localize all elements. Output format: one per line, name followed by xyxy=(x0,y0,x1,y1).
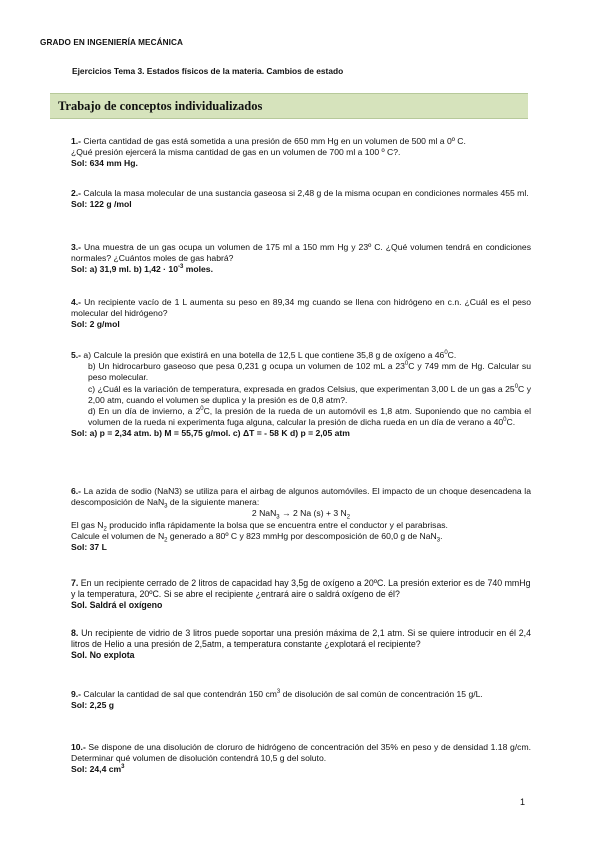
exercise-7 xyxy=(71,578,531,612)
exercise-solution: Sol: 2,25 g xyxy=(71,700,114,711)
exercise-text: Cierta cantidad de gas está sometida a una presión de 650 mm Hg en un volumen de 500 ml a 0º C. xyxy=(81,136,466,146)
exercise-text: Calcula la masa molecular de una sustancia gaseosa si 2,48 g de la misma ocupan en condiciones normales 455 ml. xyxy=(81,188,529,198)
exercise-solution: Sol. Saldrá el oxígeno xyxy=(71,600,163,611)
exercise-text: Se dispone de una disolución de cloruro de hidrógeno de concentración del 35% en peso y de densidad 1.18 g/cm. Determinar qué volumen de disolución contendrá 10,5 g del soluto. xyxy=(71,742,531,764)
exercise-1 xyxy=(71,136,531,170)
exercise-number: 10.- xyxy=(71,742,86,752)
exercise-solution: Sol: 24,4 $cm^3$ xyxy=(71,764,125,775)
section-title: Trabajo de conceptos individualizados xyxy=(58,99,263,113)
exercise-set-title: Ejercicios Tema 3. Estados físicos de la materia. Cambios de estado xyxy=(72,66,344,76)
exercise-text: Un recipiente de vidrio de 3 litros puede soportar una presión máxima de 2,1 atm. Si se quiere introducir en él 2,4 litros de Helio a una presión de 2,5atm, a temperatura constante ¿explotará el recipiente? xyxy=(71,628,531,650)
exercise-number: 1.- xyxy=(71,136,82,146)
page-number: 1 xyxy=(520,797,526,807)
exercise-4 xyxy=(71,297,531,331)
exercise-2 xyxy=(71,188,531,210)
exercise-number: 7. xyxy=(71,578,79,588)
exercise-number: 6.- xyxy=(71,486,82,496)
exercise-solution: Sol: 122 g /mol xyxy=(71,199,132,210)
exercise-text: Una muestra de un gas ocupa un volumen de 175 ml a 150 mm Hg y 23º C. ¿Qué volumen tendrá en condiciones normales? ¿Cuántos moles de gas habrá? xyxy=(71,242,531,264)
exercise-number: 2.- xyxy=(71,188,82,198)
exercise-solution: Sol: 2 g/mol xyxy=(71,319,120,330)
exercise-number: 9.- xyxy=(71,689,82,699)
section-banner xyxy=(50,93,528,119)
exercise-number: 4.- xyxy=(71,297,82,307)
exercise-solution: Sol: a) p = 2,34 atm. b) M = 55,75 g/mol. c) ΔT = - 58 K d) p = 2,05 atm xyxy=(71,428,350,439)
exercise-6: 6.- La azida de sodio (NaN3) se utiliza para el airbag de algunos automóviles. El impacto de un choque desencadena la descomposición de NaN$_3$ de la siguiente manera: 2 NaN$_3$ → 2 Na (s) + 3 $N_2$ El gas $N_2$ producido infla rápidamente la bolsa que se encuentra entre el conductor y el parabrisas. Calcule el volumen de $N_2$ generado a 80º C y 823 mmHg por descomposición de 60,0 g de NaN$_3$. Sol: 37 L xyxy=(71,486,531,553)
reaction-equation: 2 NaN$_3$ → 2 Na (s) + 3 $N_2$ xyxy=(251,508,351,522)
exercise-number: 8. xyxy=(71,628,79,638)
exercise-10 xyxy=(71,742,531,776)
exercise-8 xyxy=(71,628,531,662)
exercise-3 xyxy=(71,242,531,276)
exercise-9: 9.- Calcular la cantidad de sal que contendrán 150 $cm^3$ de disolución de sal común de concentración 15 g/L. Sol: 2,25 g xyxy=(71,689,531,711)
exercise-number: 3.- xyxy=(71,242,82,252)
exercise-text-line2: ¿Qué presión ejercerá la misma cantidad de gas en un volumen de 700 ml a 100 º C?. xyxy=(71,147,401,158)
exercise-solution: Sol. No explota xyxy=(71,650,135,661)
exercise-text: Un recipiente vacío de 1 L aumenta su peso en 89,34 mg cuando se llena con hidrógeno en c.n. ¿Cuál es el peso molecular del hidrógeno? xyxy=(71,297,531,319)
exercise-solution: Sol: 634 mm Hg. xyxy=(71,158,138,169)
exercise-solution: Sol: 37 L xyxy=(71,542,107,553)
exercise-solution: Sol: a) 31,9 ml. b) $1,42 \cdot 10^{-3}$ moles. xyxy=(71,264,213,275)
exercise-text: En un recipiente cerrado de 2 litros de capacidad hay 3,5g de oxígeno a 20ºC. La presión exterior es de 740 mmHg y la temperatura, 20ºC. Si se abre el recipiente ¿entrará aire o saldrá oxígeno de él? xyxy=(71,578,531,600)
exercise-number: 5.- xyxy=(71,350,82,360)
degree-header: GRADO EN INGENIERÍA MECÁNICA xyxy=(40,38,184,47)
exercise-5: 5.- a) Calcule la presión que existirá en una botella de 12,5 L que contiene 35,8 g de oxígeno a $46^0C$. b) Un hidrocarburo gaseoso que pesa 0,231 g ocupa un volumen de 102 mL a $23^0C$ y 749 mm de Hg. Calcular su peso molecular. c) ¿Cuál es la variación de temperatura, expresada en grados Celsius, que experimentan 3,00 L de un gas a $25^0C$ y 2,00 atm, cuando el volumen se duplica y la presión es de 0,8 atm?. d) En un día de invierno, a $2^0C$, la presión de la rueda de un automóvil es 1,8 atm. Suponiendo que no cambia el volumen de la rueda ni experimenta fuga alguna, calcular la presión de dicha rueda en un día de verano a $40^0C$. Sol: a) p = 2,34 atm. b) M = 55,75 g/mol. c) ΔT = - 58 K d) p = 2,05 atm xyxy=(71,350,532,439)
